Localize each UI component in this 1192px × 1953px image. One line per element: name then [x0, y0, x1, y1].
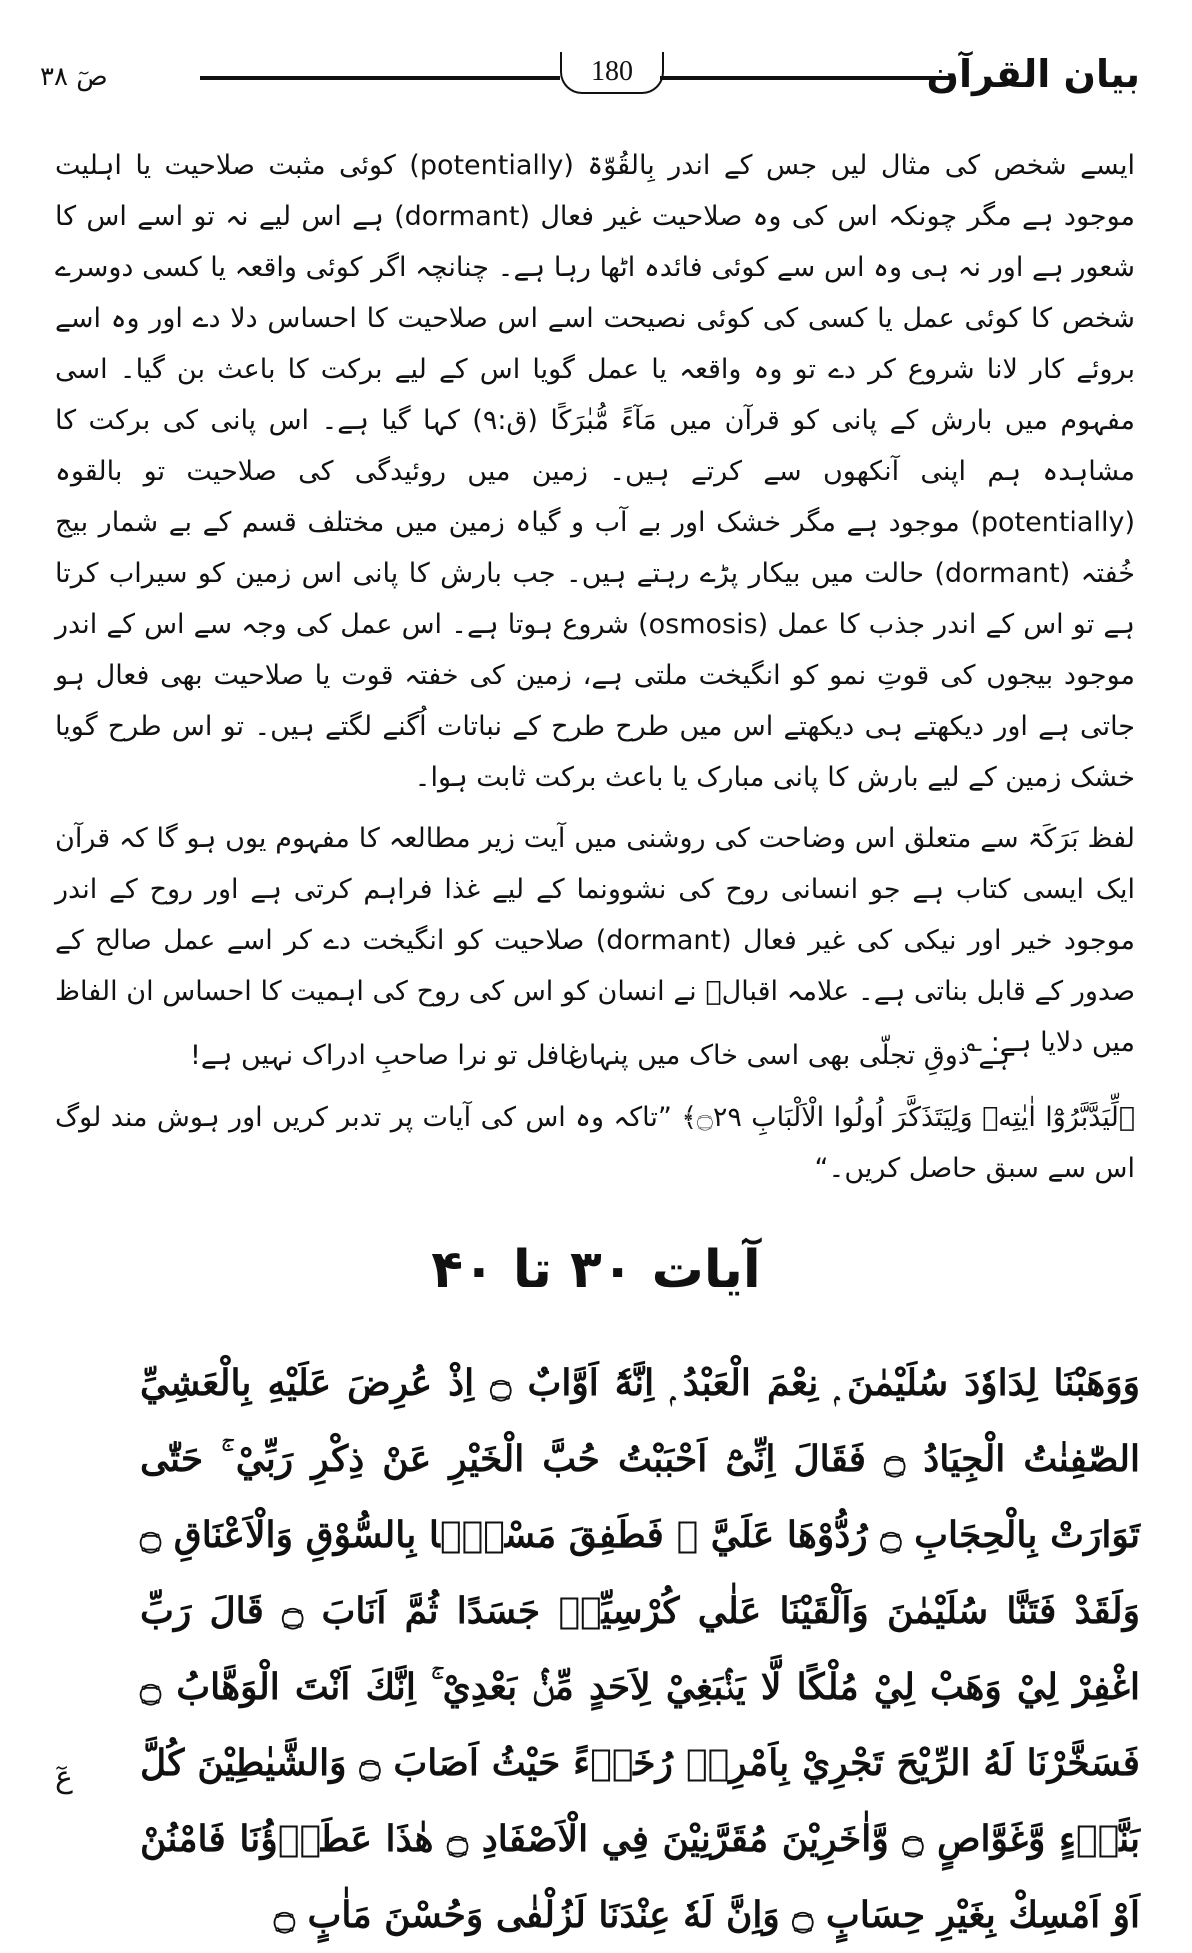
ruku-mark: عٓ	[55, 1760, 73, 1795]
commentary-text	[55, 140, 1135, 1068]
header-rule-left	[200, 76, 560, 80]
book-title: بیان القرآن	[926, 52, 1140, 96]
surah-reference: صٓ ۳۸	[40, 62, 108, 92]
paragraph-2: لفظ بَرَکَۃ سے متعلق اس وضاحت کی روشنی میں آیت زیر مطالعہ کا مفہوم یوں ہو گا کہ قرآن ایک ایسی کتاب ہے جو انسانی روح کی نشوونما کے لیے غذا فراہم کرتی ہے اور روح کے اندر موجود خیر اور نیکی کی غیر فعال (dormant) صلاحیت کو انگیخت دے کر اسے عمل صالح کے صدور کے قابل بناتی ہے۔ علامہ اقبالؔ نے انسان کو اس کی روح کی اہمیت کا احساس ان الفاظ میں دلایا ہے: ؎	[55, 823, 1135, 1058]
header-rule-right	[660, 76, 950, 80]
section-heading: آیات ۳۰ تا ۴۰	[431, 1240, 761, 1300]
couplet-line-2: غافل تو نرا صاحبِ ادراک نہیں ہے!	[190, 1040, 582, 1071]
quran-text: وَوَهَبْنَا لِدَاوٗدَ سُلَيْمٰنَ ۭ نِعْمَ الْعَبْدُ ۭ اِنَّهٗٓ اَوَّابٌ ۝ اِذْ عُرِضَ عَلَيْهِ بِالْعَشِيِّ الصّٰفِنٰتُ الْجِيَادُ ۝ فَقَالَ اِنِّىْٓ اَحْبَبْتُ حُبَّ الْخَيْرِ عَنْ ذِكْرِ رَبِّيْ ۚ حَتّٰى تَوَارَتْ بِالْحِجَابِ ۝ رُدُّوْهَا عَلَيَّ ۭ فَطَفِقَ مَسْحًۢا بِالسُّوْقِ وَالْاَعْنَاقِ ۝ وَلَقَدْ فَتَنَّا سُلَيْمٰنَ وَاَلْقَيْنَا عَلٰي كُرْسِيِّهٖ جَسَدًا ثُمَّ اَنَابَ ۝ قَالَ رَبِّ اغْفِرْ لِيْ وَهَبْ لِيْ مُلْكًا لَّا يَنْۢبَغِيْ لِاَحَدٍ مِّنْۢ بَعْدِيْ ۚ اِنَّكَ اَنْتَ الْوَهَّابُ ۝ فَسَخَّرْنَا لَهُ الرِّيْحَ تَجْرِيْ بِاَمْرِهٖ رُخَاۗءً حَيْثُ اَصَابَ ۝ وَالشَّيٰطِيْنَ كُلَّ بَنَّاۗءٍ وَّغَوَّاصٍ ۝ وَّاٰخَرِيْنَ مُقَرَّنِيْنَ فِي الْاَصْفَادِ ۝ ھٰذَا عَطَاۗؤُنَا فَامْنُنْ اَوْ اَمْسِكْ بِغَيْرِ حِسَابٍ ۝ وَاِنَّ لَهٗ عِنْدَنَا لَزُلْفٰى وَحُسْنَ مَاٰبٍ ۝	[140, 1362, 1141, 1936]
verse-citation: ﴿لِّيَدَّبَّرُوْٓا اٰيٰتِهٖ وَلِيَتَذَكَّرَ اُولُوا الْاَلْبَابِ ۝۲۹﴾ ”تاکہ وہ اس کی آیات پر تدبر کریں اور ہوش مند لوگ اس سے سبق حاصل کریں۔“	[55, 1102, 1136, 1184]
paragraph-1: ایسے شخص کی مثال لیں جس کے اندر بِالقُوّۃ (potentially) کوئی مثبت صلاحیت یا اہلیت موجود ہے مگر چونکہ اس کی وہ صلاحیت غیر فعال (dormant) ہے اس لیے نہ تو اسے اس کا شعور ہے اور نہ ہی وہ اس سے کوئی فائدہ اٹھا رہا ہے۔ چنانچہ اگر کوئی واقعہ یا کسی دوسرے شخص کا کوئی عمل یا کسی کی کوئی نصیحت اسے اس صلاحیت کا احساس دلا دے اور وہ اسے بروئے کار لانا شروع کر دے تو وہ واقعہ یا عمل گویا اس کے لیے برکت کا باعث بن گیا۔ اسی مفہوم میں بارش کے پانی کو قرآن میں مَآءً مُّبٰرَکًا (ق:۹) کہا گیا ہے۔ اس پانی کی برکت کا مشاہدہ ہم اپنی آنکھوں سے کرتے ہیں۔ زمین میں روئیدگی کی صلاحیت تو بالقوہ (potentially) موجود ہے مگر خشک اور بے آب و گیاہ زمین میں مختلف قسم کے بے شمار بیج خُفتہ (dormant) حالت میں بیکار پڑے رہتے ہیں۔ جب بارش کا پانی اس زمین کو سیراب کرتا ہے تو اس کے اندر جذب کا عمل (osmosis) شروع ہوتا ہے۔ اس عمل کی وجہ سے اس کے اندر موجود بیجوں کی قوتِ نمو کو انگیخت ملتی ہے، زمین کی خفتہ قوت یا صلاحیت بھی فعال ہو جاتی ہے اور دیکھتے ہی دیکھتے اس میں طرح طرح کے نباتات اُگنے لگتے ہیں۔ تو اس طرح گویا خشک زمین کے لیے بارش کا پانی مبارک یا باعث برکت ثابت ہوا۔	[55, 150, 1136, 793]
page-number: 180	[560, 52, 664, 94]
couplet-line-1: ہے ذوقِ تجلّی بھی اسی خاک میں پنہاں	[569, 1040, 1010, 1071]
page-header	[40, 52, 1140, 98]
